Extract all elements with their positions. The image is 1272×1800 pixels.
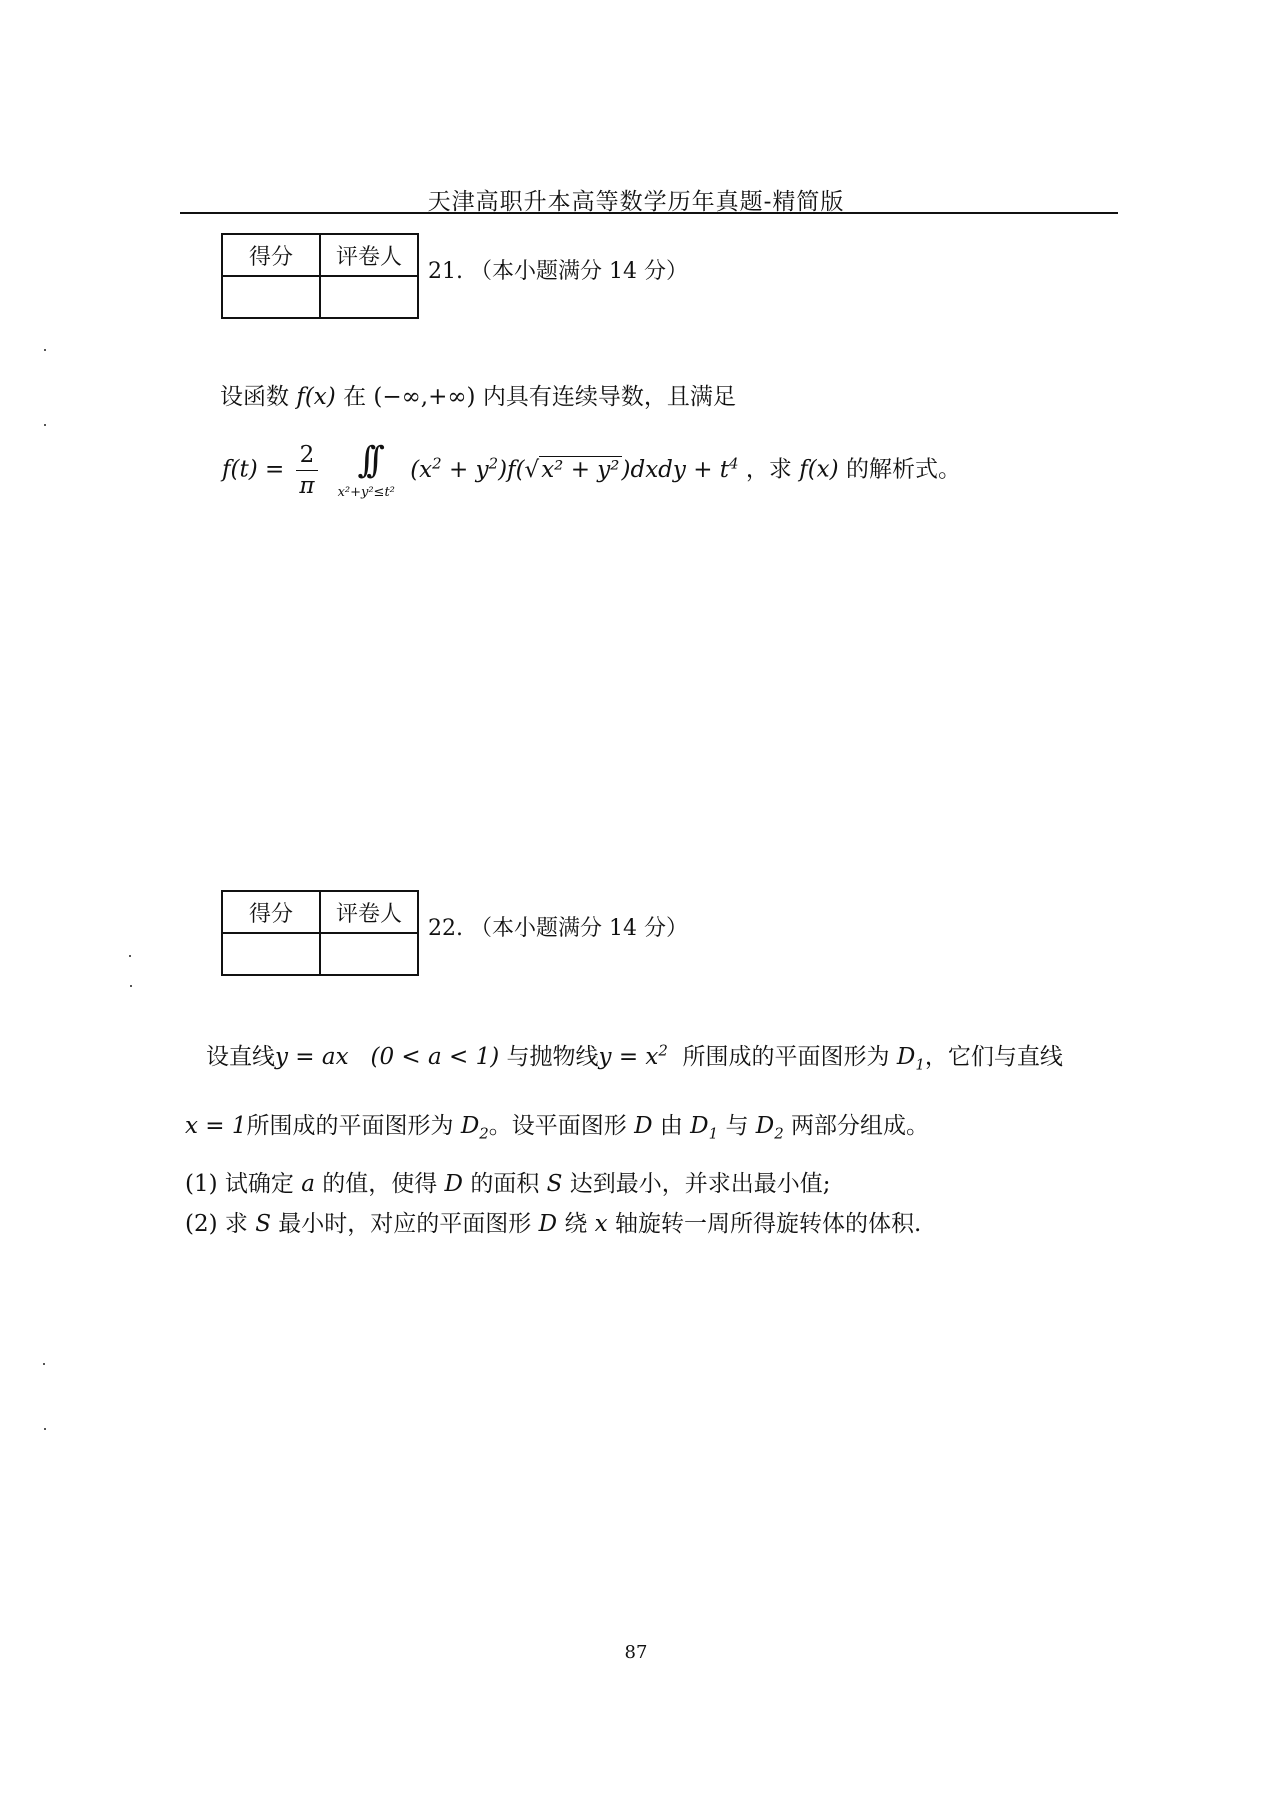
q22-text: 绕: [564, 1211, 588, 1237]
scan-speck: [44, 1428, 46, 1430]
q21-interval: (−∞,+∞): [373, 384, 476, 410]
score-table-q21: [221, 233, 419, 319]
q22-part2: [185, 1205, 921, 1238]
integral-region: x²+y²≤t²: [337, 484, 395, 500]
grader-cell: [320, 276, 418, 318]
double-integral-icon: ∫∫: [357, 439, 375, 481]
integrand-part: )dxdy + t: [621, 456, 730, 483]
q22-d2: $D_2$: [755, 1113, 784, 1143]
q22-text: ，它们与直线: [924, 1044, 1063, 1070]
q22-text: 由: [659, 1113, 683, 1139]
q21-text: 在: [343, 384, 367, 410]
scan-speck: [129, 955, 131, 957]
q22-d1: $D_1$: [690, 1113, 719, 1143]
double-integral: [338, 441, 395, 501]
q22-text: 的面积: [470, 1171, 540, 1197]
score-label: 得分: [222, 891, 320, 933]
q22-d: D: [444, 1171, 463, 1197]
q22-text: 设直线: [206, 1044, 275, 1070]
fraction-denominator: π: [299, 473, 315, 499]
q22-text: 与抛物线: [506, 1044, 599, 1070]
sqrt: [525, 457, 622, 483]
q22-a: a: [301, 1171, 315, 1197]
q22-part1: [185, 1165, 830, 1198]
q22-x: x: [594, 1211, 608, 1237]
score-label: 得分: [222, 234, 320, 276]
grader-label: 评卷人: [320, 891, 418, 933]
sqrt-icon: √: [524, 456, 540, 483]
q21-fx: f(x): [296, 384, 336, 410]
q22-x-eq: x = 1: [185, 1113, 247, 1139]
q22-d2: $D_2$: [460, 1113, 489, 1143]
integrand-part: + y: [441, 456, 489, 483]
q22-text: 两部分组成。: [791, 1113, 930, 1139]
fraction: [296, 440, 319, 501]
scan-speck: [44, 349, 46, 351]
q22-text: 达到最小，并求出最小值;: [569, 1171, 831, 1197]
scan-speck: [44, 424, 46, 426]
q22-text: (2) 求: [185, 1211, 248, 1237]
q22-text: 的值，使得: [322, 1171, 438, 1197]
scan-speck: [130, 985, 132, 987]
q21-text: 设函数: [220, 384, 289, 410]
formula-end: 的解析式。: [845, 456, 961, 483]
q21-statement: [220, 378, 736, 411]
integrand-part: )f(: [498, 456, 525, 483]
score-cell: [222, 276, 320, 318]
score-cell: [222, 933, 320, 975]
q21-heading: 21. （本小题满分 14 分）: [428, 259, 688, 284]
scan-speck: [43, 1363, 45, 1365]
q22-s: S: [255, 1211, 271, 1237]
header-rule: [180, 212, 1118, 214]
q22-text: 轴旋转一周所得旋转体的体积.: [614, 1211, 922, 1237]
q22-s: S: [546, 1171, 563, 1197]
q22-condition: (0 < a < 1): [370, 1044, 500, 1070]
q22-heading: 22. （本小题满分 14 分）: [428, 916, 688, 941]
q22-parabola-text: y = x: [598, 1044, 659, 1070]
q22-text: 所围成的平面图形为: [682, 1044, 890, 1070]
integrand: $(x^2 + y^2)f(√x^2$ + y²)dxdy + $t^4$: [410, 453, 739, 483]
formula-fx: f(x): [799, 456, 839, 483]
q22-d: D: [634, 1113, 653, 1139]
fraction-numerator: 2: [296, 440, 319, 471]
formula-lhs: f(t) =: [222, 456, 285, 483]
q21-formula: [222, 440, 961, 501]
q22-d1: $D_1$: [896, 1044, 925, 1074]
q22-parabola: $y = x^2$: [598, 1041, 668, 1070]
formula-tail: ，求: [745, 456, 792, 483]
q22-line-eq: y = ax: [275, 1044, 349, 1070]
score-table-q22: [221, 890, 419, 976]
grader-label: 评卷人: [320, 234, 418, 276]
q22-text: 与: [725, 1113, 749, 1139]
sqrt-radicand: x² + y²: [541, 456, 620, 483]
page-number: 87: [624, 1642, 648, 1663]
grader-cell: [320, 933, 418, 975]
q22-text: (1) 试确定: [185, 1171, 294, 1197]
q22-line2: [185, 1107, 929, 1143]
integrand-part: (x: [410, 456, 433, 483]
q22-text: 。设平面图形: [488, 1113, 627, 1139]
q22-text: 最小时，对应的平面图形: [278, 1211, 532, 1237]
q22-line1: [206, 1038, 1063, 1074]
q22-text: 所围成的平面图形为: [246, 1113, 454, 1139]
q21-text: 内具有连续导数，且满足: [482, 384, 736, 410]
q22-d: D: [538, 1211, 558, 1237]
page-header-title: 天津高职升本高等数学历年真题-精简版: [427, 189, 845, 215]
